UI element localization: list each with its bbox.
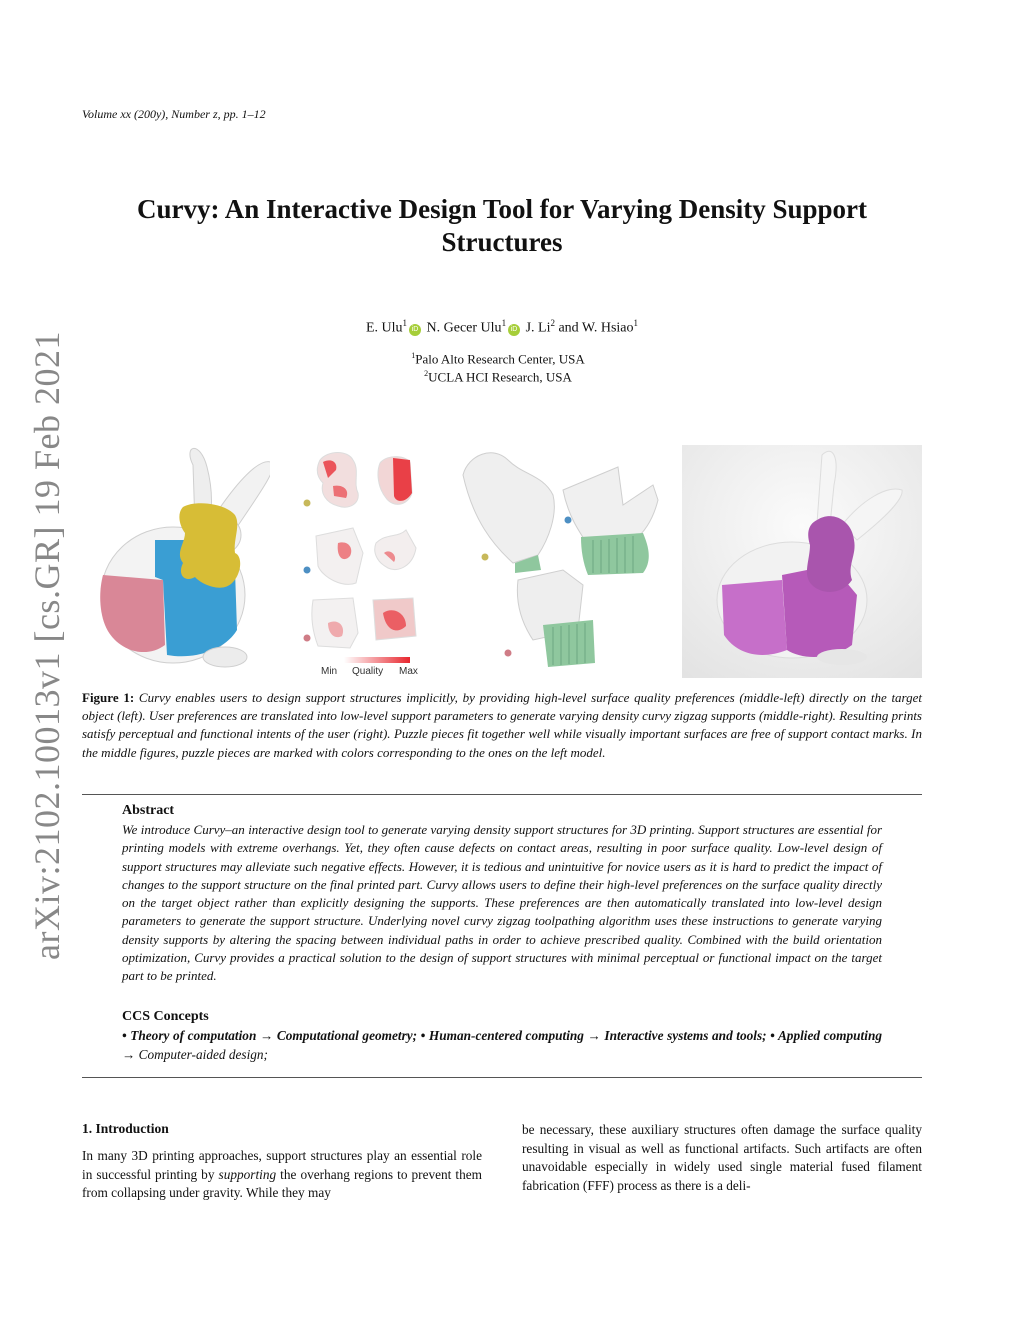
author-affil-sup: 1 <box>633 318 639 328</box>
marker-pink <box>304 635 311 642</box>
support-region <box>581 533 649 575</box>
abstract-heading: Abstract <box>122 803 175 818</box>
author-affil-sup: 2 <box>550 318 555 328</box>
ccs-leaf: Computational geometry; <box>276 1028 418 1043</box>
ccs-arrow: → <box>583 1028 605 1043</box>
ccs-arrow: → <box>256 1028 277 1043</box>
intro-text: In many 3D printing approaches, support structures play an essential role in successful printing by <box>82 1148 482 1182</box>
author-affil-sup: 1 <box>501 318 507 328</box>
divider-bottom <box>82 1077 922 1078</box>
author-separator: and <box>554 320 582 336</box>
intro-paragraph-left <box>82 1147 482 1203</box>
marker-blue <box>565 517 572 524</box>
figure-caption-label: Figure 1: <box>82 690 135 705</box>
author-name: J. Li <box>525 320 551 336</box>
figure-quality-maps <box>298 448 438 680</box>
orcid-icon[interactable]: iD <box>409 324 421 336</box>
printed-piece-pink <box>722 580 787 655</box>
printed-piece-yellow <box>807 516 855 592</box>
quality-colorbar <box>344 657 410 663</box>
section-heading-introduction: 1. Introduction <box>82 1121 169 1136</box>
affiliation-sup: 1 <box>411 351 416 360</box>
figure-printed-bunny-photo <box>682 445 922 678</box>
author-list <box>0 318 1004 337</box>
divider-top <box>82 794 922 795</box>
ccs-leaf: Interactive systems and tools; <box>604 1028 767 1043</box>
figure-caption-text: Curvy enables users to design support structures implicitly, by providing high-level surface quality preferences (middle-left) directly on the target object (left). User preferences are translated into low-level support parameters to generate varying density curvy zigzag supports (middle-right). Resulting prints satisfy perceptual and functional intents of the user (right). Puzzle pieces fit together well while visually important surfaces are free of support contact marks. In the middle figures, puzzle pieces are marked with colors corresponding to the ones on the left model. <box>82 690 923 760</box>
legend-max-label: Max <box>399 666 418 677</box>
printed-piece-blue <box>563 467 658 545</box>
author-name: W. Hsiao <box>581 320 634 336</box>
marker-pink <box>505 650 512 657</box>
orcid-icon[interactable]: iD <box>508 324 520 336</box>
quality-map-blue-b <box>375 530 416 570</box>
ccs-arrow: → <box>122 1046 139 1062</box>
journal-volume-line: Volume xx (200y), Number z, pp. 1–12 <box>82 107 266 121</box>
intro-text: the overhang regions to prevent them from collapsing under gravity. While they may <box>82 1166 482 1201</box>
affiliation-2 <box>0 369 996 385</box>
author-name: E. Ulu <box>365 320 403 336</box>
author-affil-sup: 1 <box>402 318 408 328</box>
quality-map-blue-a <box>316 528 363 584</box>
author-name: N. Gecer Ulu <box>426 320 502 336</box>
affiliation-text: UCLA HCI Research, USA <box>428 369 572 385</box>
marker-yellow <box>482 554 489 561</box>
ccs-category: Applied computing <box>777 1028 882 1043</box>
puzzle-piece-pink <box>100 575 165 652</box>
ccs-category: Human-centered computing <box>428 1028 584 1043</box>
figure-caption <box>82 689 922 762</box>
legend-quality-label: Quality <box>352 666 384 677</box>
paper-title: Curvy: An Interactive Design Tool for Varying Density Support Structures <box>136 194 868 257</box>
legend-min-label: Min <box>321 666 338 677</box>
ccs-bullet: • <box>417 1028 429 1043</box>
ccs-category: Theory of computation <box>130 1028 257 1043</box>
arxiv-identifier: arXiv:2102.10013v1 [cs.GR] 19 Feb 2021 <box>27 331 67 960</box>
quality-map-yellow-a <box>317 453 358 508</box>
puzzle-piece-yellow <box>179 503 240 587</box>
ccs-bullet: • <box>122 1028 131 1043</box>
marker-yellow <box>304 500 311 507</box>
affiliation-text: Palo Alto Research Center, USA <box>415 351 585 367</box>
ccs-bullet: • <box>766 1028 778 1043</box>
affiliation-1 <box>0 351 996 367</box>
bunny-foot <box>817 649 867 665</box>
intro-paragraph-right: be necessary, these auxiliary structures often damage the surface quality resulting in visual as well as functional artifacts. Such artifacts are often unavoidable especially in widely used single material fused filament fabrication (FFF) process as there is a deli- <box>522 1122 922 1193</box>
ccs-leaf: Computer-aided design; <box>138 1046 268 1062</box>
abstract-text: We introduce Curvy–an interactive design tool to generate varying density support structures for 3D printing. Support structures are essential for printing models with extreme overhangs. Yet, they often cause defects on contact areas, resulting in poor surface quality. Low-level design of support structures may alleviate such negative effects. However, it is tedious and unintuitive for novice users as it is hard to predict the impact of changes to the support structure on the final printed part. Curvy allows users to define their high-level preferences on the surface quality directly on the target object rather than explicitly designing the supports. These preferences are then automatically translated into low-level design parameters to generate the support structure. Underlying novel curvy zigzag toolpathing algorithm uses these instructions to generate varying density supports by altering the spacing between individual paths in order to achieve prescribed quality. Combined with the build orientation optimization, Curvy provides a practical solution to the design of support structures with minimal perceptual or functional impact on the target part to be printed. <box>122 822 882 984</box>
ccs-heading: CCS Concepts <box>122 1009 209 1024</box>
figure-support-structures <box>453 445 678 675</box>
intro-emphasis: supporting <box>218 1166 277 1182</box>
printed-piece-yellow <box>463 453 554 563</box>
ccs-concepts <box>122 1027 882 1064</box>
figure-bunny-preferences <box>95 445 270 675</box>
quality-hotspot <box>393 458 412 501</box>
bunny-foot <box>203 647 247 667</box>
marker-blue <box>304 567 311 574</box>
affiliation-sup: 2 <box>424 369 429 378</box>
